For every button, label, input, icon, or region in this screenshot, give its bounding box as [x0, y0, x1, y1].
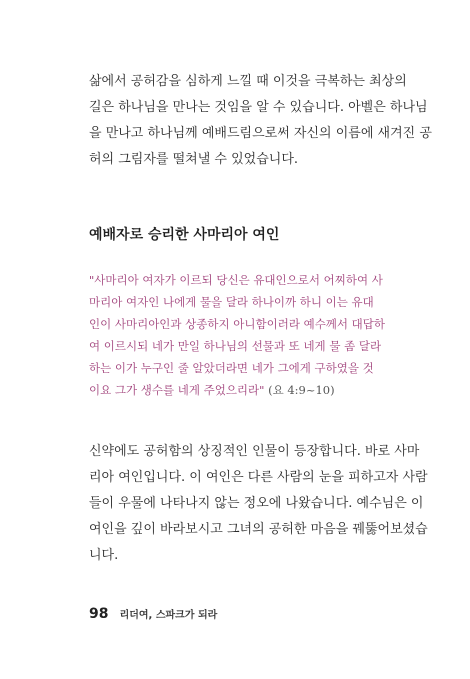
paragraph-line: 리아 여인입니다. 이 여인은 다른 사람의 눈을 피하고자 사람 — [89, 470, 428, 485]
quote-line: 인이 사마리아인과 상종하지 아니함이러라 예수께서 대답하 — [89, 317, 385, 331]
paragraph-line: 허의 그림자를 떨쳐낼 수 있었습니다. — [89, 152, 299, 167]
quote-line: "사마리아 여자가 이르되 당신은 유대인으로서 어찌하여 사 — [89, 273, 383, 287]
scripture-reference: (요 4:9~10) — [264, 383, 335, 397]
paragraph-line: 여인을 깊이 바라보시고 그녀의 공허한 마음을 꿰뚫어보셨습 — [89, 522, 428, 537]
scripture-quote — [89, 269, 385, 401]
paragraph-line: 길은 하나님을 만나는 것임을 알 수 있습니다. 아벨은 하나님 — [89, 100, 428, 115]
section-heading: 예배자로 승리한 사마리아 여인 — [89, 227, 280, 243]
quote-text: 이요 그가 생수를 네게 주었으리라" — [89, 383, 265, 397]
paragraph-line: 을 만나고 하나님께 예배드림으로써 자신의 이름에 새겨진 공 — [89, 126, 432, 141]
paragraph-line: 삶에서 공허감을 심하게 느낄 때 이것을 극복하는 최상의 — [89, 74, 407, 89]
book-title: 리더여, 스파크가 되라 — [119, 610, 218, 621]
paragraph-line: 들이 우물에 나타나지 않는 정오에 나왔습니다. 예수님은 이 — [89, 496, 424, 511]
page-footer — [89, 603, 217, 622]
page-number: 98 — [89, 606, 109, 622]
quote-line: 여 이르시되 네가 만일 하나님의 선물과 또 네게 물 좀 달라 — [89, 339, 382, 353]
paragraph-samaritan — [89, 439, 428, 569]
paragraph-intro — [89, 69, 432, 173]
quote-line: 하는 이가 누구인 줄 알았더라면 네가 그에게 구하였을 것 — [89, 361, 374, 375]
paragraph-line: 신약에도 공허함의 상징적인 인물이 등장합니다. 바로 사마 — [89, 444, 420, 459]
quote-line: 마리아 여자인 나에게 물을 달라 하나이까 하니 이는 유대 — [89, 295, 374, 309]
quote-line-last — [89, 379, 385, 401]
paragraph-line: 니다. — [89, 548, 119, 563]
